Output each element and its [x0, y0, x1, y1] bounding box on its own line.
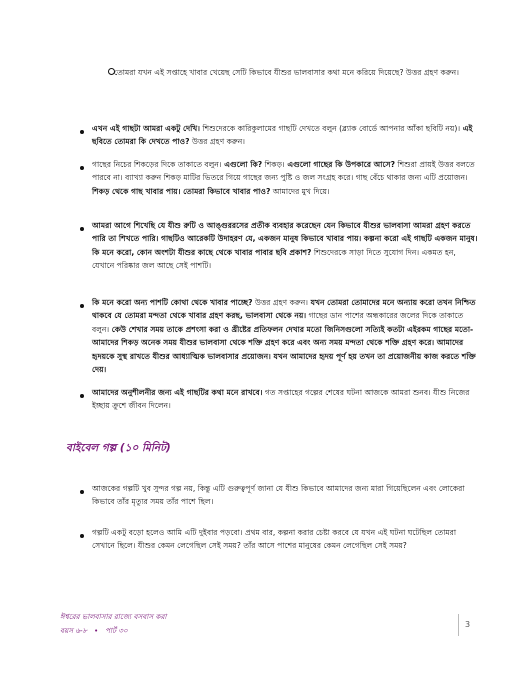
bullet-icon: [80, 227, 84, 231]
page-number: 3: [465, 620, 471, 629]
bullet-icon: [80, 534, 84, 538]
bullet-icon: [80, 304, 84, 308]
paragraph-other-side: কি মনে করো অন্য পাশটি কোথা থেকে খাবার পাচ্ছে? উত্তর গ্রহণ করুন। যখন তোমরা তোমাদের মনে অন্যায় করো তখন নিশ্চিত থাকবে যে তোমরা মন্দতা থেকে খাবার গ্রহণ করছ, ভালবাসা থেকে নয়। গাছের ডান পাশের অন্ধকারের জলের দিকে তাকাতে বলুন। কেউ শেখার সময় তাকে প্রশংসা করা ও খ্রীষ্টের প্রতিফলন দেখার মতো জিনিসগুলো সত্যিই কতটা এইরকম গাছের মতো- আমাদের শিকড় অনেক সময় যীশুর ভালবাসা থেকে শক্তি গ্রহণ করে এবং অন্য সময় মন্দতা থেকে শক্তি গ্রহণ করে। আমাদের হৃদয়কে সুস্থ রাখতে যীশুর আধ্যাত্মিক ভালবাসার প্রয়োজন। যখন আমাদের হৃদয় পূর্ণ হয় তখন তা প্রয়োজনীয় কাজ করতে শক্তি দেয়।: [92, 298, 476, 375]
paragraph-story-intro: আজকের গল্পটি খুব সুন্দর গল্প নয়, কিন্তু এটি গুরুত্বপূর্ণ জানা যে যীশু কিভাবে আমাদের জন্য মারা গিয়েছিলেন এবং লোকেরা কিভাবে তাঁর মৃত্যুর সময় তাঁর পাশে ছিল।: [92, 484, 465, 507]
bullet-icon: [80, 166, 84, 170]
paragraph-symbols: আমরা আগে শিখেছি যে যীশু রুটি ও আঙ্গুররসের প্রতীক ব্যবহার করেছেন যেন কিভাবে যীশুর ভালবাসা আমরা গ্রহণ করতে পারি তা শিখতে পারি। গাছটিও আরেকটি উদাহরণ যে, একজন মানুষ কিভাবে খাবার পায়। কল্পনা করো এই গাছটি একজন মানুষ। কি মনে করো, কোন অংশটা যীশুর কাছে থেকে খাবার পাবার ছবি প্রকাশ? শিশুদেরকে সাড়া দিতে সুযোগ দিন। একমত হন, যেখানে পরিষ্কার জল আছে সেই পাশটি।: [92, 221, 478, 271]
section-heading: বাইবেল গল্প (১০ মিনিট): [66, 442, 171, 454]
footer-title: ঈশ্বরের ভালবাসার রাজ্যে বসবাস করা: [60, 612, 167, 621]
paragraph-read-twice: গল্পটি একটু বড়ো হলেও আমি এটি দুইবার পড়বো। প্রথম বার, কল্পনা করার চেষ্টা করবে যে যখন এই ঘটনা ঘটেছিল তোমরা সেখানে ছিলে। যীশুর কেমন লেগেছিল সেই সময়? তাঁর আসে পাশের মানুষের কেমন লেগেছিল সেই সময়?: [92, 528, 457, 551]
sub-list-item: তোমরা যখন এই সপ্তাহে খাবার খেয়েছ সেটি কিভাবে যীশুর ভালবাসার কথা মনে করিয়ে দিয়েছে? উত্তর গ্রহণ করুন।: [114, 68, 459, 77]
paragraph-roots: গাছের নিচের শিকড়ের দিকে তাকাতে বলুন। এগুলো কি? শিকড়। এগুলো গাছের কি উপকারে আসে? শিশুরা প্রায়ই উত্তর বলতে পারবে না। ব্যাখ্যা করুন শিকড় মাটির ভিতরে গিয়ে গাছের জন্য পুষ্টি ও জল সংগ্রহ করে। গাছ বেঁচে থাকার জন্য এটি প্রয়োজন। শিকড় থেকে গাছ খাবার পায়। তোমরা কিভাবে খাবার পাও? আমাদের মুখ দিয়ে।: [92, 160, 475, 196]
paragraph-exercise: আমাদের অনুশীলনীর জন্য এই গাছটির কথা মনে রাখবে। গত সপ্তাহের গল্পের শেষের ঘটনা আজকে আমরা শুনব। যীশু নিজের ইচ্ছায় ক্রুশে জীবন দিলেন।: [92, 388, 470, 411]
footer-subtitle: বয়স ৬-৮ • পার্ট ৩০: [60, 626, 128, 635]
bullet-icon: [80, 490, 84, 494]
bullet-icon: [80, 394, 84, 398]
paragraph-tree-intro: এখন এই গাছটা আমরা একটু দেখি। শিশুদেরকে কারিকুলামের গাছটি দেখতে বলুন (ব্ল্যাক বোর্ডে আপনার আঁকা ছবিটি নয়)। এই ছবিতে তোমরা কি দেখতে পাও? উত্তর গ্রহণ করুন।: [92, 124, 473, 147]
bullet-icon: [80, 130, 84, 134]
footer-divider: [458, 614, 459, 636]
